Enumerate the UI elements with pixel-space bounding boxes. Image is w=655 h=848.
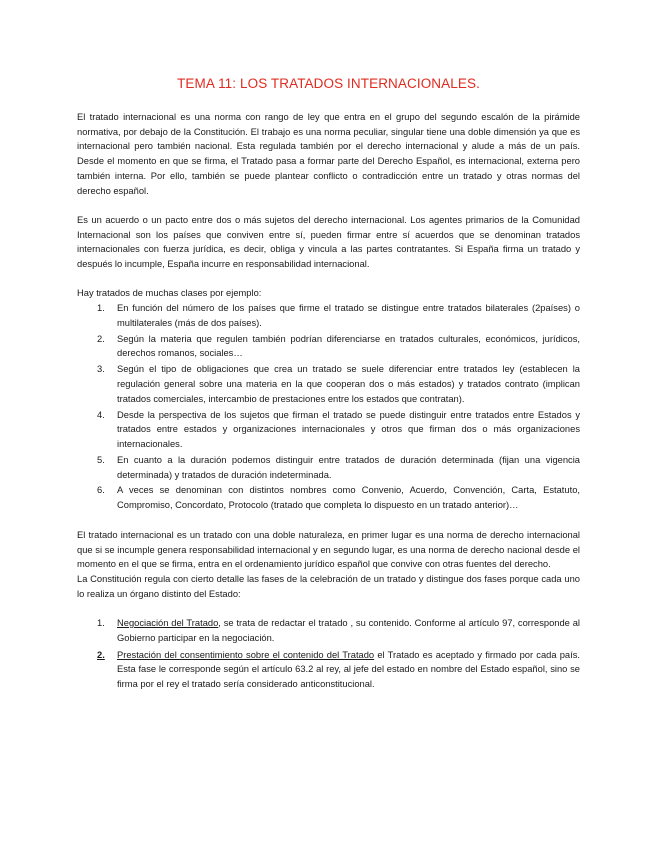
paragraph-constitution-phases: La Constitución regula con cierto detalle las fases de la celebración de un tratado y distingue dos fases porque cada uno lo realiza un órgano distinto del Estado: [77, 574, 580, 599]
list-item-text: el Tratado es aceptado y firmado por cada país. Esta fase le corresponde según el artículo 63.2 al rey, al jefe del estado en nombre del Estado español, sino se firma por el rey el tratado sería considerado anticonstitucional. [117, 649, 580, 689]
treaty-types-list [77, 301, 580, 513]
list-item-text: A veces se denominan con distintos nombres como Convenio, Acuerdo, Convención, Carta, Estatuto, Compromiso, Concordato, Protocolo (tratado que completa lo dispuesto en un tratado anterior)… [117, 485, 580, 511]
paragraph-definition: Es un acuerdo o un pacto entre dos o más sujetos del derecho internacional. Los agentes primarios de la Comunidad Internacional son los países que conviven entre sí, pueden firmar entre sí acuerdos que se denominan tratados internacionales con fuerza jurídica, es decir, obliga y vincula a las partes contratantes. Si España firma un tratado y después lo incumple, España incurre en responsabilidad internacional. [77, 214, 580, 270]
phase-heading: Negociación del Tratado [117, 618, 219, 629]
list-item-text: Según la materia que regulen también podrían diferenciarse en tratados culturales, económicos, jurídicos, derechos romanos, sociales… [117, 333, 580, 359]
phase-heading: Prestación del consentimiento sobre el contenido del Tratado [117, 649, 375, 660]
list-item [77, 648, 580, 692]
list-item-text: En función del número de los países que firme el tratado se distingue entre tratados bilaterales (2países) o multilaterales (más de dos países). [117, 303, 580, 328]
treaty-phases-list [77, 616, 580, 692]
list-item-number: 4. [97, 409, 105, 420]
page-title: TEMA 11: LOS TRATADOS INTERNACIONALES. [177, 76, 480, 91]
list-item [77, 483, 580, 512]
list-item [77, 362, 580, 406]
paragraph-dual-nature: El tratado internacional es un tratado con una doble naturaleza, en primer lugar es una norma de derecho internacional que si se incumple genera responsabilidad internacional y en segundo lugar, es una norma de derecho nacional desde el momento en el que se firma, entra en el ordenamiento jurídico español que convive con otras fuentes del derecho. [77, 529, 580, 570]
list-item-number: 3. [97, 364, 105, 375]
list-item [77, 616, 580, 645]
paragraph-types-intro: Hay tratados de muchas clases por ejemplo: [77, 288, 262, 299]
document-page [77, 76, 580, 694]
paragraph-intro: El tratado internacional es una norma con rango de ley que entra en el grupo del segundo escalón de la pirámide normativa, por debajo de la Constitución. El trabajo es una norma peculiar, singular tiene una doble dimensión ya que es internacional pero también nacional. Esta regulada también por el derecho internacional y alude a más de un país. Desde el momento en que se firma, el Tratado pasa a formar parte del Derecho Español, es internacional, externa pero también interna. Por ello, también se puede plantear conflicto o contradicción entre un tratado y otras normas del derecho español. [77, 112, 580, 196]
list-item-number: 2. [97, 649, 105, 660]
list-item [77, 408, 580, 452]
list-item [77, 332, 580, 361]
list-item-text: En cuanto a la duración podemos distinguir entre tratados de duración determinada (fijan una vigencia determinada) y tratados de duración indeterminada. [117, 454, 580, 480]
list-item-text: Desde la perspectiva de los sujetos que firman el tratado se puede distinguir entre tratados entre Estados y tratados entre estados y organizaciones internacionales y otros que firman dos o más organizaciones internacionales. [117, 409, 580, 449]
list-item-text: Según el tipo de obligaciones que crea un tratado se suele diferenciar entre tratados ley (establecen la regulación general sobre una materia en la que cooperan dos o más estados) y tratados contrato (implican tratados comerciales, intercambio de prestaciones entre los estados que contratan). [117, 364, 580, 404]
list-item [77, 301, 580, 330]
list-item-number: 1. [97, 618, 105, 629]
list-item [77, 453, 580, 482]
list-item-number: 5. [97, 454, 105, 465]
list-item-number: 2. [97, 333, 105, 344]
list-item-number: 6. [97, 485, 105, 496]
list-item-text: , se trata de redactar el tratado , su contenido. Conforme al artículo 97, corresponde al Gobierno participar en la negociación. [117, 618, 581, 643]
list-item-number: 1. [97, 303, 105, 314]
